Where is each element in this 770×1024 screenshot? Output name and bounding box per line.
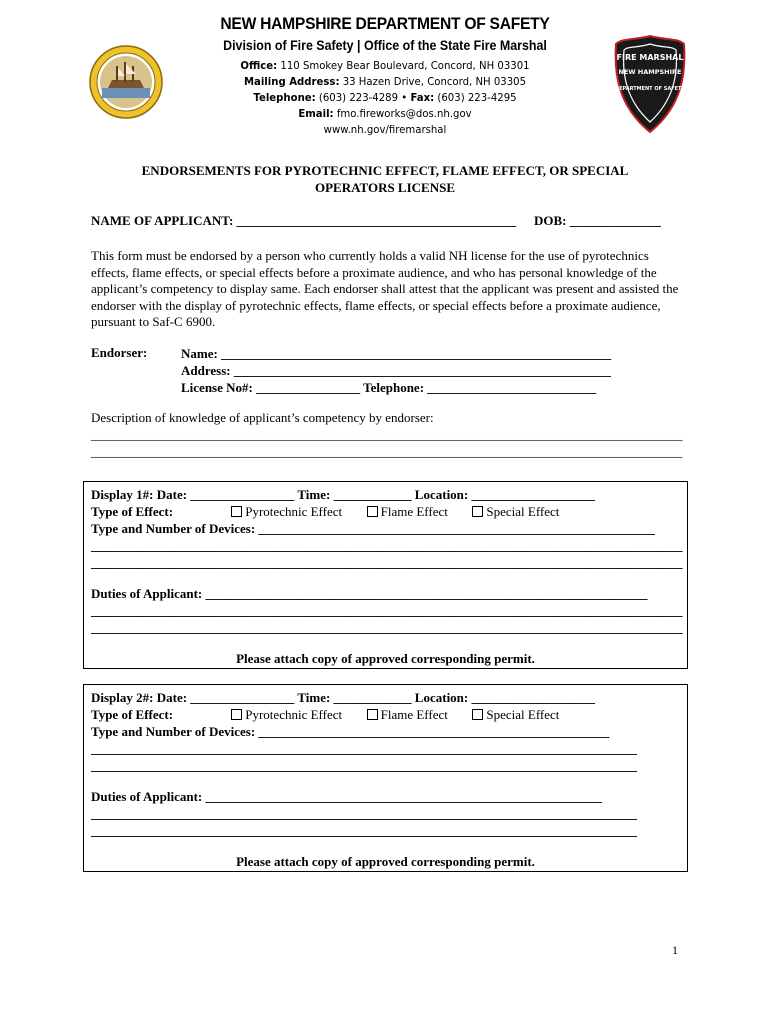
pyrotechnic-effect-checkbox[interactable]: Pyrotechnic Effect [231,504,342,519]
permit-note: Please attach copy of approved corresponding permit. [236,854,535,869]
letterhead [150,14,620,136]
instructions-paragraph: This form must be endorsed by a person who currently holds a valid NH license for the use of pyrotechnics effects, flame effects, or special effects before a proximate audience, and who has personal knowledge of the applicant’s competency to display same. Each endorser shall attest that the applicant was present and assisted the endorser with the display of pyrotechnic effects, flame effects, or special effects before a proximate audience, pursuant to Saf-C 6900. [91,248,679,329]
devices-line[interactable]: ___________________________________________________________________________________________ [91,538,683,553]
endorser-address-field[interactable]: Address: __________________________________________________________ [181,363,611,378]
badge-line3: DEPARTMENT OF SAFETY [614,86,686,92]
duties-field[interactable]: Duties of Applicant: ____________________________________________________________________ [91,586,648,601]
flame-effect-checkbox[interactable]: Flame Effect [367,504,448,519]
office-address: Office: 110 Smokey Bear Boulevard, Concord, NH 03301 [240,59,530,72]
display-1-box [83,481,688,669]
department-title: NEW HAMPSHIRE DEPARTMENT OF SAFETY [220,14,550,33]
display-1-effect-type: Type of Effect: Pyrotechnic Effect Flame Effect Special Effect [91,504,560,519]
endorser-name-field[interactable]: Name: ____________________________________________________________ [181,346,612,361]
endorser-license-field[interactable]: License No#: ________________ Telephone: __________________________ [181,380,597,395]
devices-field[interactable]: Type and Number of Devices: _____________________________________________________________ [91,521,655,536]
display-2-box [83,684,688,872]
duties-line[interactable]: ___________________________________________________________________________________________ [91,620,683,635]
mailing-address: Mailing Address: 33 Hazen Drive, Concord, NH 03305 [243,75,527,88]
badge-line2: NEW HAMPSHIRE [618,68,682,76]
duties-line[interactable]: ___________________________________________________________________________________________ [91,603,683,618]
special-effect-checkbox[interactable]: Special Effect [472,504,559,519]
dob-field[interactable]: DOB: ______________ [534,213,661,228]
division-subtitle: Division of Fire Safety | Office of the State Fire Marshal [223,38,547,53]
competency-description [91,409,683,460]
fire-marshal-badge-icon [612,34,688,134]
website-link[interactable]: www.nh.gov/firemarshal [323,123,447,136]
display-2-effect-type: Type of Effect: Pyrotechnic Effect Flame Effect Special Effect [91,707,560,722]
devices-line[interactable]: ____________________________________________________________________________________ [91,741,637,756]
telephone-fax: Telephone: (603) 223-4289 • Fax: (603) 223-4295 [253,91,517,104]
description-label: Description of knowledge of applicant’s competency by endorser: [91,410,434,425]
description-line[interactable]: ___________________________________________________________________________________________ [91,427,683,442]
badge-line1: FIRE MARSHAL [616,53,684,62]
duties-line[interactable]: ____________________________________________________________________________________ [91,806,637,821]
devices-line[interactable]: ___________________________________________________________________________________________ [91,555,683,570]
display-1-date-time-location[interactable]: Display 1#: Date: ________________ Time: ____________ Location: ___________________ [91,487,595,502]
devices-line[interactable]: ____________________________________________________________________________________ [91,758,637,773]
description-line[interactable]: ___________________________________________________________________________________________ [91,444,683,459]
page-number: 1 [672,943,678,957]
duties-field[interactable]: Duties of Applicant: _____________________________________________________________ [91,789,602,804]
devices-field[interactable]: Type and Number of Devices: ______________________________________________________ [91,724,610,739]
email-line: Email: fmo.fireworks@dos.nh.gov [298,107,472,120]
endorser-fields [181,345,611,396]
display-2-date-time-location[interactable]: Display 2#: Date: ________________ Time: ____________ Location: ___________________ [91,690,595,705]
special-effect-checkbox[interactable]: Special Effect [472,707,559,722]
applicant-name-field[interactable]: NAME OF APPLICANT: ___________________________________________ [91,213,517,228]
flame-effect-checkbox[interactable]: Flame Effect [367,707,448,722]
permit-note: Please attach copy of approved corresponding permit. [236,651,535,666]
form-title: ENDORSEMENTS FOR PYROTECHNIC EFFECT, FLAME EFFECT, OR SPECIAL OPERATORS LICENSE [141,163,629,195]
endorser-label: Endorser: [91,345,148,360]
duties-line[interactable]: ____________________________________________________________________________________ [91,823,637,838]
pyrotechnic-effect-checkbox[interactable]: Pyrotechnic Effect [231,707,342,722]
